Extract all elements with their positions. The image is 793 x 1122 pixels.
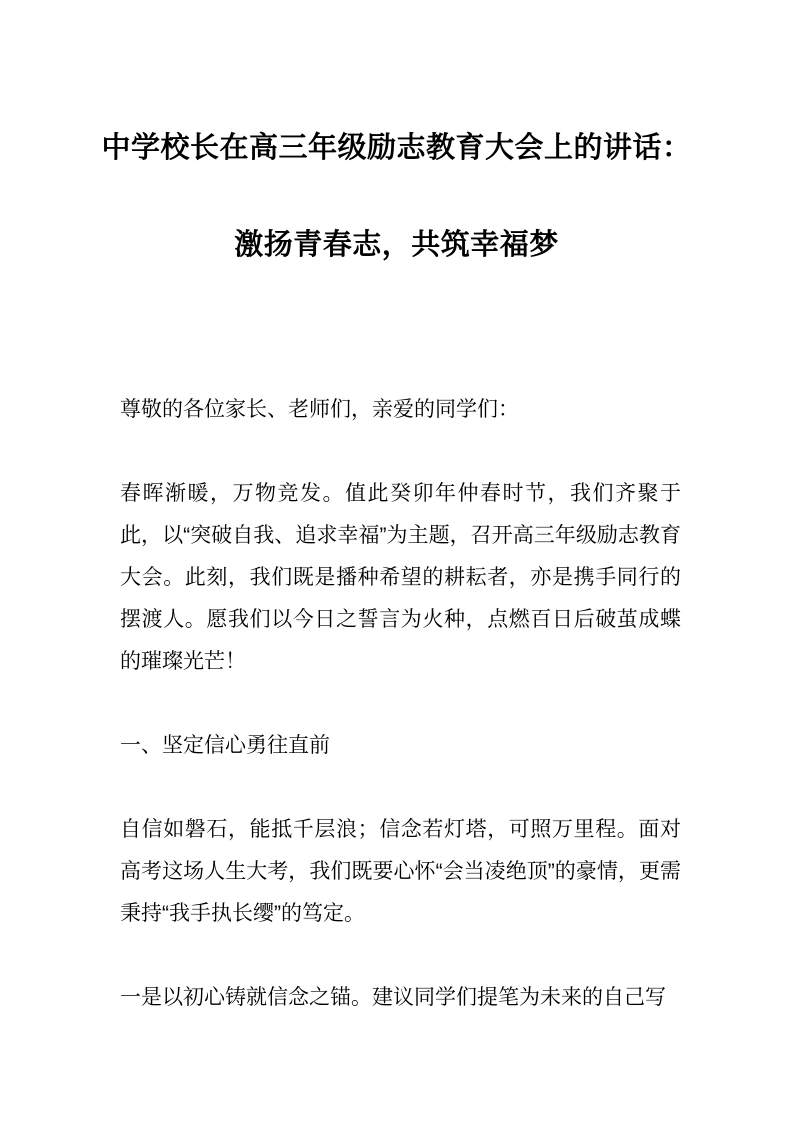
section-heading-1: 一、坚定信心勇往直前: [120, 734, 330, 757]
paragraph-opening: 春晖渐暖，万物竞发。值此癸卯年仲春时节，我们齐聚于此，以“突破自我、追求幸福”为主题，召开高三年级励志教育大会。此刻，我们既是播种希望的耕耘者，亦是携手同行的摆渡人。愿我们以今日之誓言为火种，点燃百日后破茧成蝶的璀璨光芒！: [120, 482, 681, 673]
paragraph-point-1: 一是以初心铸就信念之锚。建议同学们提笔为未来的自己写: [120, 986, 666, 1009]
document-body: [120, 389, 681, 1019]
document-title: [0, 0, 793, 269]
title-line-1: 中学校长在高三年级励志教育大会上的讲话：: [101, 132, 692, 164]
title-line-2: 激扬青春志，共筑幸福梦: [234, 229, 559, 261]
paragraph-section-1: 自信如磐石，能抵千层浪；信念若灯塔，可照万里程。面对高考这场人生大考，我们既要心怀“会当凌绝顶”的豪情，更需秉持“我手执长缨”的笃定。: [120, 818, 681, 925]
paragraph-salutation: 尊敬的各位家长、老师们，亲爱的同学们：: [120, 398, 519, 421]
